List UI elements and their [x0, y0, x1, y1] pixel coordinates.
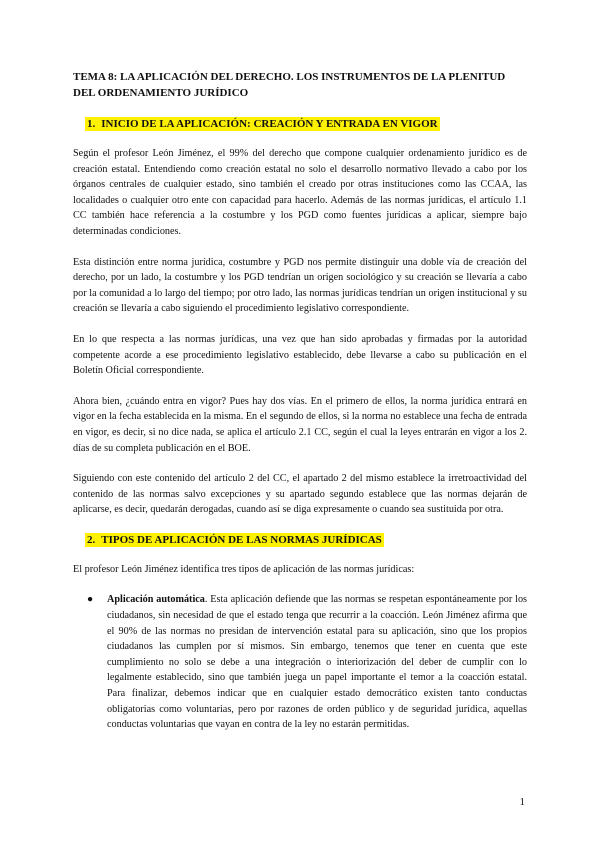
section-1-heading — [85, 117, 527, 132]
list-item-term: Aplicación automática — [107, 594, 205, 606]
section-2-intro: El profesor León Jiménez identifica tres tipos de aplicación de las normas jurídicas: — [73, 563, 415, 575]
bullet-icon: ● — [87, 594, 94, 606]
application-types-list — [73, 592, 527, 732]
paragraph: En lo que respecta a las normas jurídicas, una vez que han sido aprobadas y firmadas por la autoridad competente acorde a ese procedimiento legislativo establecido, debe llevarse a cabo su publicación en el Boletín Oficial correspondiente. — [73, 333, 527, 377]
paragraph: Ahora bien, ¿cuándo entra en vigor? Pues hay dos vías. En el primero de ellos, la norma jurídica entrará en vigor en la fecha establecida en la misma. En el segundo de ellos, si la norma no establece una fecha de entrada en vigor, es decir, si no dice nada, se aplica el artículo 2.1 CC, según el cual la leyes entrarán en vigor a los 2. días de su completa publicación en el BOE. — [73, 395, 528, 454]
list-item-text: . Esta aplicación defiende que las normas se respetan espontáneamente por los ciudadanos, sin necesidad de que el estado tenga que recurrir a la coacción. León Jiménez afirma que el 90% de las normas no presidan de intervención estatal para su aplicación, sino que los propios ciudadanos las cumplen por sí mismos. Sin embargo, tenemos que tener en cuenta que este cumplimiento no solo se debe a una integración o interiorización del deber de cumplir con lo legalmente establecido, sino que también juega un papel importante el temor a la coacción estatal. Para finalizar, debemos indicar que en cualquier estado democrático existen tanto conductas obligatorias como voluntarias, pero por razones de orden público y de seguridad jurídica, aquellas conductas voluntarias que vayan en contra de la ley no estarán permitidas. — [107, 594, 528, 731]
document-title: TEMA 8: LA APLICACIÓN DEL DERECHO. LOS INSTRUMENTOS DE LA PLENITUD DEL ORDENAMIENTO JURÍDICO — [73, 71, 506, 99]
paragraph: Esta distinción entre norma jurídica, costumbre y PGD nos permite distinguir una doble vía de creación del derecho, por un lado, la costumbre y los PGD tendrían un origen sociológico y su creación se llevaría a cabo por la comunidad a lo largo del tiempo; por otro lado, las normas jurídicas tendrían un origen institucional y su creación se llevaría a cabo siguiendo el procedimiento legislativo correspondiente. — [73, 256, 527, 315]
list-item — [73, 592, 527, 732]
section-1-number: 1. — [87, 118, 96, 130]
paragraph: Siguiendo con este contenido del artículo 2 del CC, el apartado 2 del mismo establece la irretroactividad del contenido de las normas salvo excepciones y su apartado segundo establece que las normas dejarán de aplicarse, es decir, quedarán derogadas, cuando así se diga expresamente o cuando sea sustituida por otra. — [73, 473, 527, 516]
section-2-highlight — [85, 533, 384, 547]
document-content — [73, 69, 527, 733]
section-1-highlight — [85, 117, 440, 131]
section-1-title: INICIO DE LA APLICACIÓN: CREACIÓN Y ENTRADA EN VIGOR — [101, 118, 438, 130]
paragraph: Según el profesor León Jiménez, el 99% del derecho que compone cualquier ordenamiento jurídico es de creación estatal. Entendiendo como creación estatal no solo el desarrollo normativo llevado a cabo por los órganos centrales de cualquier estado, sino también el creado por otras instituciones como las CCAA, las localidades o cualquier otro ente con capacidad para hacerlo. Además de las normas jurídicas, el artículo 1.1 CC también hace referencia a la costumbre y los PGD como fuentes jurídicas a aplicar, siempre bajo determinadas condiciones. — [73, 148, 527, 237]
section-2-title: TIPOS DE APLICACIÓN DE LAS NORMAS JURÍDICAS — [101, 533, 382, 546]
page-number: 1 — [519, 796, 525, 808]
section-2-heading — [85, 533, 527, 548]
section-2-number: 2. — [87, 533, 96, 546]
